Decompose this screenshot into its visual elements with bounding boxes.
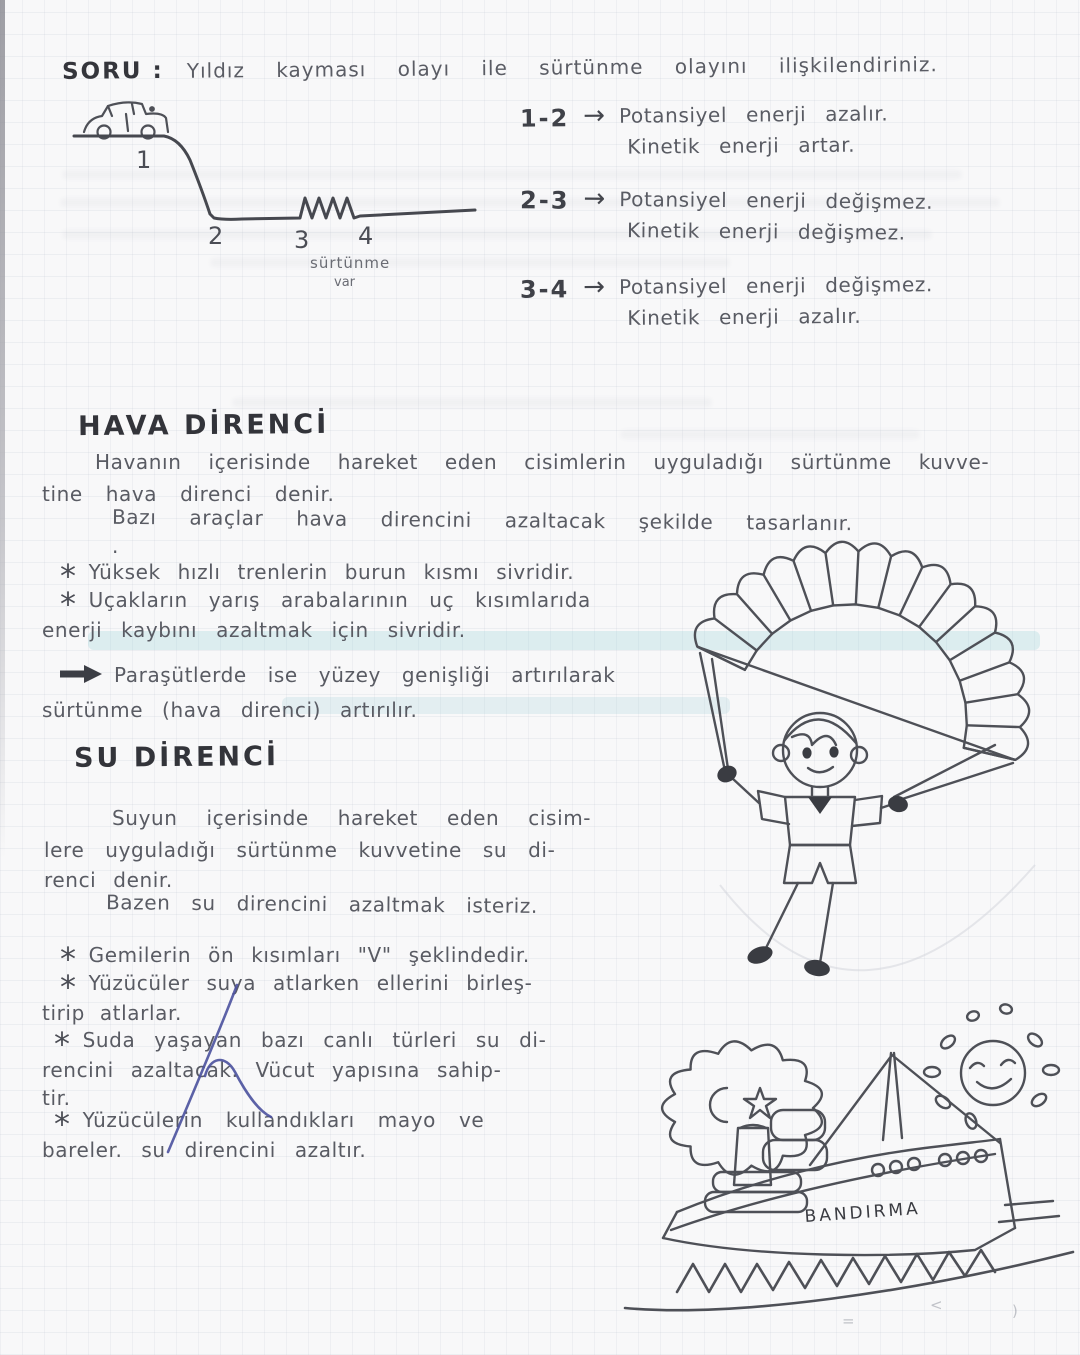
stray-period: .	[112, 534, 119, 558]
smile	[808, 767, 833, 772]
parachutist-drawing	[670, 545, 1080, 1045]
air-def-line-3: Bazı araçlar hava direncini azaltacak şekilde tasarlanır.	[111, 504, 853, 536]
answer-line: Kinetik enerji değişmez.	[626, 218, 906, 245]
foot	[745, 943, 775, 967]
suspension-lines-left	[700, 653, 728, 771]
water-def-line-4: Bazen su direncini azaltmak isteriz.	[105, 890, 538, 918]
blue-pen-scribble	[140, 960, 300, 1160]
water-bullet-1-text: Gemilerin ön kısımları "V" şeklindedir.	[88, 943, 530, 967]
page-edge-shadow	[0, 0, 5, 860]
water-def-line-1: Suyun içerisinde hareket eden cisim-	[112, 806, 592, 830]
legs	[765, 883, 833, 963]
water-bullet-2-text: Yüzücüler suya atlarken ellerini birleş-	[88, 971, 533, 995]
eye	[829, 746, 838, 757]
parachutist-boy	[715, 713, 910, 978]
water-bullet-4-cont: bareler. su direncini azaltır.	[42, 1138, 367, 1162]
slope-diagram	[62, 98, 502, 296]
water-bullet-3	[54, 1025, 547, 1063]
air-bullet-2-text: Uçakların yarış arabalarının uç kısımlarıda	[88, 588, 591, 612]
answer-line: Potansiyel enerji değişmez.	[618, 272, 934, 299]
droplet	[999, 1003, 1013, 1015]
point-label-4: 4	[358, 222, 374, 250]
answer-row-3-4	[520, 272, 934, 331]
air-bullet-2	[60, 585, 591, 623]
air-note-1-text: Paraşütlerde ise yüzey genişliği artırılarak	[114, 663, 616, 687]
answer-line: Potansiyel enerji değişmez.	[619, 187, 934, 214]
collar	[808, 797, 832, 814]
mast	[883, 1053, 902, 1140]
sun-smile	[977, 1079, 1011, 1088]
funnel	[734, 1128, 771, 1185]
question-text: Yıldız kayması olayı ile sürtünme olayını ilişkilendiriniz.	[186, 52, 938, 83]
star-icon	[744, 1088, 776, 1118]
droplet	[966, 1010, 980, 1023]
air-note-line-1	[58, 663, 615, 687]
eye	[802, 747, 811, 758]
air-def-line-2: tine hava direnci denir.	[42, 482, 335, 506]
answer-line: Potansiyel enerji azalır.	[618, 101, 889, 128]
question-line	[62, 51, 938, 85]
car-sketch	[84, 102, 168, 138]
answer-row-2-3	[520, 183, 934, 245]
bleed-through-line	[620, 430, 920, 439]
crescent-icon	[710, 1088, 727, 1122]
head	[783, 713, 857, 787]
slope-track	[74, 136, 475, 219]
point-label-1: 1	[136, 146, 152, 174]
water-def-line-2: lere uyguladığı sürtünme kuvvetine su di-	[44, 838, 556, 862]
boat-name: BANDIRMA	[803, 1198, 922, 1227]
smoke-cloud	[662, 1041, 822, 1174]
answer-row-1-2	[520, 101, 889, 159]
air-bullet-1-text: Yüksek hızlı trenlerin burun kısmı sivridir.	[88, 560, 575, 584]
answer-line: Kinetik enerji azalır.	[627, 303, 862, 330]
arrow-right-glyph: →	[583, 183, 606, 214]
rigging	[810, 1055, 1000, 1165]
stray-mark: =	[842, 1312, 855, 1330]
air-bullet-1	[60, 557, 575, 595]
asterisk-bullet-icon: *	[60, 557, 77, 595]
point-label-2: 2	[208, 222, 224, 250]
answer-range: 2-3	[520, 186, 570, 215]
water-def-line-3: renci denir.	[44, 868, 173, 892]
water-waves	[625, 1250, 1073, 1310]
water-bullet-3-cont: rencini azaltacak. Vücut yapısına sahip-	[42, 1058, 502, 1082]
asterisk-bullet-icon: *	[60, 968, 77, 1006]
asterisk-bullet-icon: *	[60, 585, 77, 623]
closed-eyes	[970, 1060, 1015, 1068]
asterisk-bullet-icon: *	[54, 1025, 71, 1063]
stray-mark: )	[1012, 1302, 1018, 1320]
asterisk-bullet-icon: *	[54, 1105, 71, 1143]
arrow-right-glyph: →	[583, 272, 606, 303]
bleed-through-line	[232, 398, 712, 407]
asterisk-bullet-icon: *	[60, 940, 77, 978]
answer-range: 3-4	[519, 275, 570, 304]
water-resistance-heading: SU DİRENCİ	[73, 741, 280, 774]
foot	[803, 958, 831, 978]
arrow-right-glyph: →	[583, 100, 606, 132]
hull	[663, 1139, 1015, 1255]
air-note-line-2: sürtünme (hava direnci) artırılır.	[42, 698, 418, 722]
water-bullet-3-text: Suda yaşayan bazı canlı türleri su di-	[82, 1028, 547, 1052]
answer-line: Kinetik enerji artar.	[627, 132, 856, 159]
question-label: SORU :	[61, 57, 164, 85]
friction-label: sürtünme	[310, 254, 391, 272]
arrow-right-icon	[58, 663, 104, 685]
point-label-3: 3	[294, 226, 310, 254]
water-bullet-2-cont: tirip atlarlar.	[42, 1001, 182, 1025]
water-bullet-3-cont-2: tir.	[42, 1086, 71, 1110]
sun	[924, 1003, 1059, 1130]
boat-drawing	[615, 1000, 1080, 1345]
air-def-line-1: Havanın içerisinde hareket eden cisimlerin uyguladığı sürtünme kuvve-	[95, 450, 990, 474]
friction-label-2: var	[334, 275, 356, 290]
stray-mark: <	[930, 1296, 943, 1314]
air-resistance-heading: HAVA DİRENCİ	[77, 408, 330, 443]
shorts	[784, 845, 856, 883]
water-bullet-4-text: Yüzücülerin kullandıkları mayo ve	[82, 1108, 485, 1132]
cargo-box	[771, 1110, 825, 1140]
speed-dashes	[999, 1201, 1059, 1222]
answer-range: 1-2	[519, 104, 570, 133]
air-bullet-2-cont: enerji kaybını azaltmak için sivridir.	[42, 618, 466, 642]
